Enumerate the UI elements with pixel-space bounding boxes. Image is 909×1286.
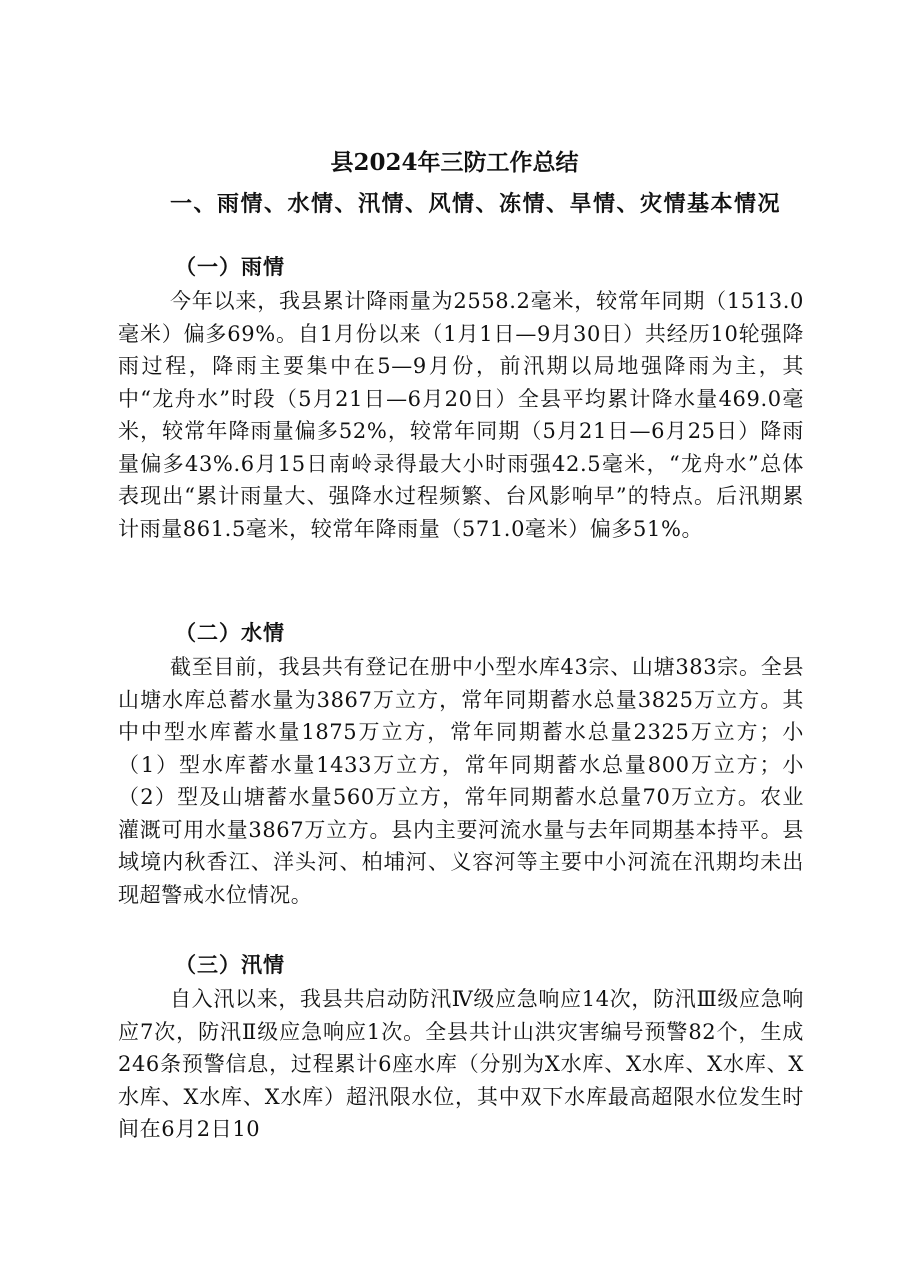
subsection-heading-water: （二）水情: [175, 620, 285, 645]
paragraph-rain: 今年以来，我县累计降雨量为2558.2毫米，较常年同期（1513.0毫米）偏多69%。自1月份以来（1月1日—9月30日）共经历10轮强降雨过程，降雨主要集中在5—9月份，前汛期以局地强降雨为主，其中“龙舟水”时段（5月21日—6月20日）全县平均累计降水量469.0毫米，较常年降雨量偏多52%，较常年同期（5月21日—6月25日）降雨量偏多43%.6月15日南岭录得最大小时雨强42.5毫米，“龙舟水”总体表现出“累计雨量大、强降水过程频繁、台风影响早”的特点。后汛期累计雨量861.5毫米，较常年降雨量（571.0毫米）偏多51%。: [118, 289, 804, 541]
paragraph-water: 截至目前，我县共有登记在册中小型水库43宗、山塘383宗。全县山塘水库总蓄水量为3867万立方，常年同期蓄水总量3825万立方。其中中型水库蓄水量1875万立方，常年同期蓄水总量2325万立方；小（1）型水库蓄水量1433万立方，常年同期蓄水总量800万立方；小（2）型及山塘蓄水量560万立方，常年同期蓄水总量70万立方。农业灌溉可用水量3867万立方。县内主要河流水量与去年同期基本持平。县域境内秋香江、洋头河、柏埔河、义容河等主要中小河流在汛期均未出现超警戒水位情况。: [118, 655, 804, 907]
section-heading-basic-situation: 一、雨情、水情、汛情、风情、冻情、旱情、灾情基本情况: [170, 191, 782, 217]
subsection-heading-rain: （一）雨情: [175, 254, 285, 279]
document-title: 县2024年三防工作总结: [330, 149, 579, 176]
subsection-heading-flood: （三）汛情: [175, 952, 285, 977]
paragraph-flood: 自入汛以来，我县共启动防汛Ⅳ级应急响应14次，防汛Ⅲ级应急响应7次，防汛Ⅱ级应急响应1次。全县共计山洪灾害编号预警82个，生成246条预警信息，过程累计6座水库（分别为X水库、X水库、X水库、X水库、X水库、X水库）超汛限水位，其中双下水库最高超限水位发生时间在6月2日10: [118, 987, 804, 1141]
